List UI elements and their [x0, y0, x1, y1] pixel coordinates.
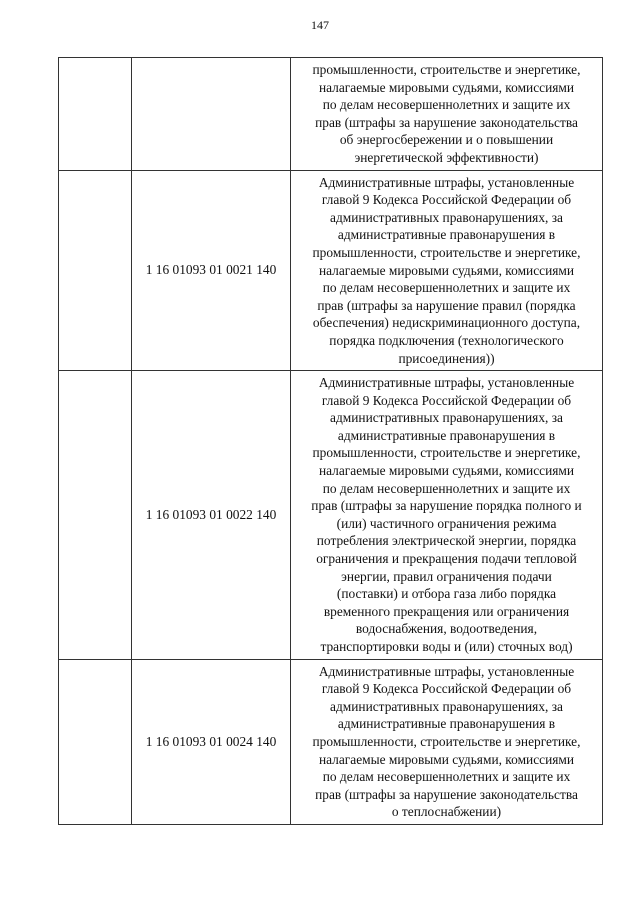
fine-description	[291, 371, 603, 660]
description-line: прав (штрафы за нарушение законодательства	[315, 786, 578, 802]
budget-code: 1 16 01093 01 0022 140	[132, 371, 291, 660]
description-line: налагаемые мировыми судьями, комиссиями	[318, 751, 575, 767]
description-line: порядка подключения (технологического	[329, 332, 564, 348]
fine-description	[291, 659, 603, 824]
fine-description	[291, 58, 603, 171]
description-line: транспортировки воды и (или) сточных вод)	[320, 639, 573, 654]
description-line: прав (штрафы за нарушение правил (порядка	[317, 297, 576, 313]
description-line: промышленности, строительстве и энергетике,	[312, 62, 581, 77]
description-line: административные правонарушения в	[337, 716, 556, 732]
budget-codes-table	[58, 57, 603, 825]
empty-cell	[59, 58, 132, 171]
description-line: об энергосбережении и о повышении	[339, 132, 554, 148]
table-body	[59, 58, 603, 825]
description-line: налагаемые мировыми судьями, комиссиями	[318, 262, 575, 278]
description-line: по делам несовершеннолетних и защите их	[322, 480, 571, 496]
description-line: о теплоснабжении)	[391, 804, 502, 820]
empty-cell	[59, 371, 132, 660]
description-line: прав (штрафы за нарушение порядка полного и	[311, 498, 582, 514]
budget-code: 1 16 01093 01 0021 140	[132, 170, 291, 371]
description-line: промышленности, строительстве и энергетике,	[312, 445, 581, 461]
description-line: главой 9 Кодекса Российской Федерации об	[321, 681, 572, 697]
description-line: Административные штрафы, установленные	[318, 174, 575, 190]
description-line: административных правонарушениях, за	[330, 698, 563, 714]
description-line: временного прекращения или ограничения	[323, 603, 570, 619]
table-row	[59, 58, 603, 171]
description-line: Административные штрафы, установленные	[318, 663, 575, 679]
description-line: промышленности, строительстве и энергетике,	[312, 244, 581, 260]
description-line: обеспечения) недискриминационного доступа,	[312, 315, 581, 331]
description-line: ограничения и прекращения подачи тепловой	[316, 551, 577, 567]
description-line: потребления электрической энергии, порядка	[316, 533, 577, 549]
table-row	[59, 170, 603, 371]
budget-code	[132, 58, 291, 171]
description-line: Административные штрафы, установленные	[318, 375, 575, 391]
empty-cell	[59, 170, 132, 371]
table-row	[59, 659, 603, 824]
description-line: энергетической эффективности)	[354, 149, 539, 165]
description-line: водоснабжения, водоотведения,	[355, 621, 538, 637]
description-line: налагаемые мировыми судьями, комиссиями	[318, 463, 575, 479]
description-line: административных правонарушениях, за	[330, 410, 563, 426]
description-line: присоединения))	[398, 350, 495, 366]
description-line: по делам несовершеннолетних и защите их	[322, 769, 571, 785]
description-line: административные правонарушения в	[337, 427, 556, 443]
description-line: по делам несовершеннолетних и защите их	[322, 280, 571, 296]
description-line: энергии, правил ограничения подачи	[341, 568, 552, 584]
page-number: 147	[311, 18, 329, 32]
description-line: главой 9 Кодекса Российской Федерации об	[321, 392, 572, 408]
empty-cell	[59, 659, 132, 824]
description-line: налагаемые мировыми судьями, комиссиями	[318, 79, 575, 95]
table-row	[59, 371, 603, 660]
fine-description	[291, 170, 603, 371]
description-line: по делам несовершеннолетних и защите их	[322, 97, 571, 113]
description-line: (или) частичного ограничения режима	[336, 515, 557, 531]
description-line: административных правонарушениях, за	[330, 209, 563, 225]
description-line: главой 9 Кодекса Российской Федерации об	[321, 192, 572, 208]
description-line: прав (штрафы за нарушение законодательства	[315, 114, 578, 130]
description-line: административные правонарушения в	[337, 227, 556, 243]
description-line: промышленности, строительстве и энергетике,	[312, 733, 581, 749]
description-line: (поставки) и отбора газа либо порядка	[336, 586, 557, 602]
budget-code: 1 16 01093 01 0024 140	[132, 659, 291, 824]
